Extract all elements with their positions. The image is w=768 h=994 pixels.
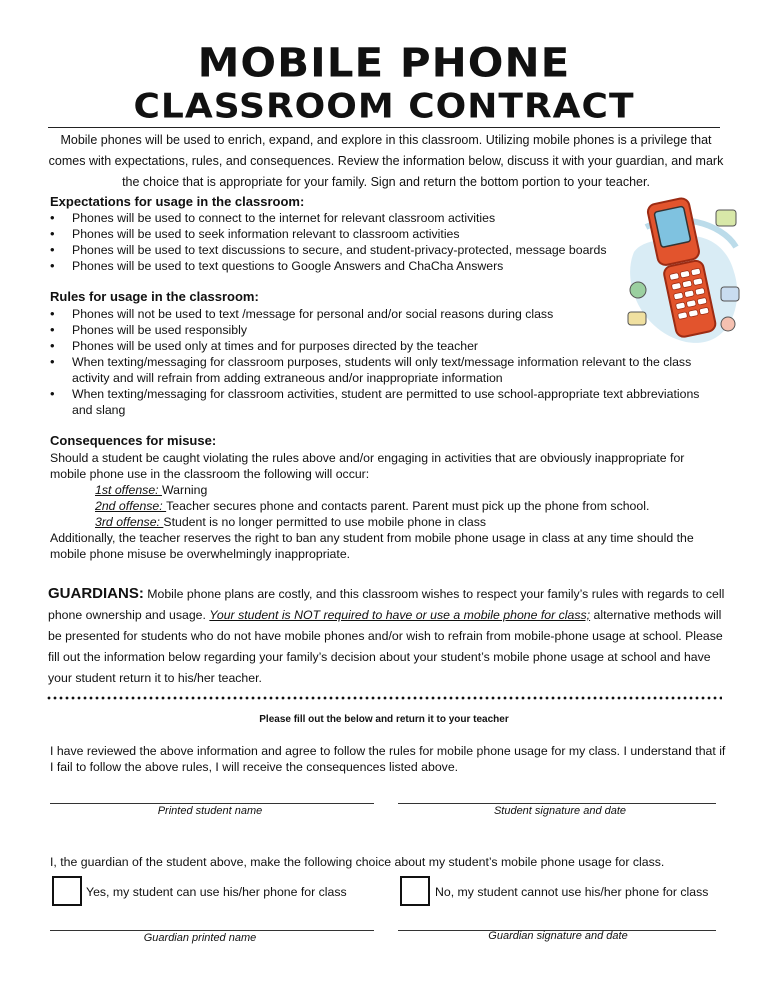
- not-required-notice: Your student is NOT required to have or use a mobile phone for class;: [209, 608, 591, 622]
- guardians-text-1: Mobile phone plans are costly, and this classroom wishes to respect your family’s rules with regards to cell phone ownership and usage.: [48, 587, 725, 622]
- offense-text: Warning: [162, 483, 208, 497]
- guardian-printed-name-label: Guardian printed name: [143, 932, 257, 944]
- title-line-2: CLASSROOM CONTRACT: [133, 87, 635, 126]
- list-item: • Phones will be used to connect to the internet for relevant classroom activities: [50, 210, 630, 226]
- form-title: Please fill out the below and return it to your teacher: [259, 714, 509, 725]
- offense-text: Teacher secures phone and contacts parent. Parent must pick up the phone from school.: [166, 499, 650, 513]
- guardians-text-2: alternative methods will be presented for students who do not have mobile phones and/or wish to refrain from mobile-phone usage at school. Please fill out the information below regarding your family’s decision about your student’s mobile phone usage at school and have your student return it to his/her teacher.: [48, 608, 723, 685]
- offense-1: [50, 482, 722, 498]
- list-item: • Phones will not be used to text /message for personal and/or social reasons during class: [50, 306, 722, 322]
- guardian-signature-label: Guardian signature and date: [488, 930, 628, 942]
- offense-3: [50, 514, 722, 530]
- consequences-additional: Additionally, the teacher reserves the right to ban any student from mobile phone usage in class at any time should the mobile phone misuse be overwhelmingly inappropriate.: [50, 531, 694, 561]
- rules-list: [50, 306, 722, 418]
- offense-label: 3rd offense:: [95, 515, 164, 529]
- printed-student-name-label: Printed student name: [157, 805, 263, 817]
- consequences-intro: Should a student be caught violating the rules above and/or engaging in activities that are obviously inappropriate for mobile phone use in the classroom the following will occur:: [50, 451, 685, 481]
- list-item: • Phones will be used responsibly: [50, 322, 722, 338]
- agreement-text: I have reviewed the above information and agree to follow the rules for mobile phone usage for my class. I understand that if I fail to follow the above rules, I will receive the consequences listed above.: [50, 744, 726, 774]
- list-item: • Phones will be used to text discussions to secure, and student-privacy-protected, message boards: [50, 242, 630, 258]
- title-underline: [48, 127, 720, 128]
- expectations-heading: Expectations for usage in the classroom:: [50, 194, 305, 209]
- student-name-line[interactable]: [50, 803, 374, 804]
- list-item: • When texting/messaging for classroom activities, student are permitted to use school-appropriate text abbreviations and slang: [50, 386, 722, 418]
- guardian-name-line[interactable]: [50, 930, 374, 931]
- offense-2: [50, 498, 722, 514]
- offense-label: 2nd offense:: [95, 499, 167, 513]
- list-item: • When texting/messaging for classroom purposes, students will only text/message information relevant to the class activity and will refrain from adding extraneous and/or inappropriate information: [50, 354, 722, 386]
- cut-line: [46, 696, 722, 700]
- yes-option-label: Yes, my student can use his/her phone for class: [86, 885, 347, 899]
- list-item: • Phones will be used to seek information relevant to classroom activities: [50, 226, 630, 242]
- yes-checkbox[interactable]: [52, 876, 82, 906]
- expectations-list: [50, 210, 630, 274]
- offense-text: Student is no longer permitted to use mobile phone in class: [163, 515, 487, 529]
- intro-paragraph: Mobile phones will be used to enrich, expand, and explore in this classroom. Utilizing mobile phones is a privilege that comes with expectations, rules, and consequences. Review the information below, discuss it with your guardian, and mark the choice that is appropriate for your family. Sign and return the bottom portion to your teacher.: [48, 133, 724, 189]
- list-item: • Phones will be used to text questions to Google Answers and ChaCha Answers: [50, 258, 630, 274]
- student-signature-label: Student signature and date: [493, 805, 627, 817]
- title-line-1: MOBILE PHONE: [197, 39, 571, 86]
- consequences-heading: Consequences for misuse:: [50, 433, 217, 448]
- guardian-choice-text: I, the guardian of the student above, make the following choice about my student’s mobile phone usage for class.: [50, 855, 665, 869]
- student-signature-line[interactable]: [398, 803, 716, 804]
- list-item: • Phones will be used only at times and for purposes directed by the teacher: [50, 338, 722, 354]
- no-checkbox[interactable]: [400, 876, 430, 906]
- no-option-label: No, my student cannot use his/her phone for class: [435, 885, 709, 899]
- offense-label: 1st offense:: [95, 483, 162, 497]
- rules-heading: Rules for usage in the classroom:: [50, 289, 259, 304]
- guardians-paragraph: [48, 583, 728, 689]
- consequences-block: [50, 450, 722, 562]
- guardians-label: GUARDIANS:: [48, 585, 144, 602]
